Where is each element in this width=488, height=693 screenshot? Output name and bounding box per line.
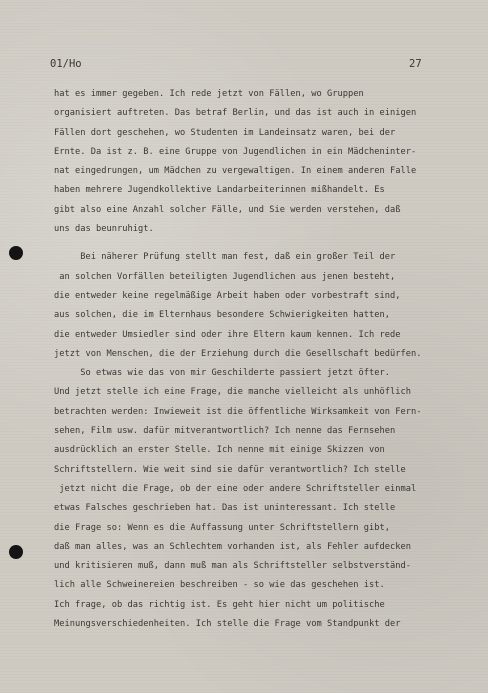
text-line: Ich frage, ob das richtig ist. Es geht hier nicht um politische [54,599,385,610]
text-line: Schriftstellern. Wie weit sind sie dafür verantwortlich? Ich stelle [54,464,406,475]
text-line: jetzt von Menschen, die der Erziehung durch die Gesellschaft bedürfen. [54,348,422,359]
text-line: organisiert auftreten. Das betraf Berlin, und das ist auch in einigen [54,108,417,119]
text-line: die entweder Umsiedler sind oder ihre Eltern kaum kennen. Ich rede [54,329,401,340]
text-line: ausdrücklich an erster Stelle. Ich nenne mit einige Skizzen von [54,445,385,456]
text-line: sehen, Film usw. dafür mitverantwortlich? Ich nenne das Fernsehen [54,426,396,437]
text-line: nat eingedrungen, um Mädchen zu vergewaltigen. In einem anderen Falle [54,166,417,177]
text-line: jetzt nicht die Frage, ob der eine oder andere Schriftsteller einmal [54,483,417,494]
paragraph-gap [54,239,479,248]
text-line: die entweder keine regelmäßige Arbeit haben oder vorbestraft sind, [54,290,401,301]
document-reference: 01/Ho [50,58,82,70]
text-line: die Frage so: Wenn es die Auffassung unter Schriftstellern gibt, [54,522,391,533]
text-line: gibt also eine Anzahl solcher Fälle, und Sie werden verstehen, daß [54,204,401,215]
text-line: hat es immer gegeben. Ich rede jetzt von Fällen, wo Gruppen [54,89,364,99]
punch-hole-lower [9,545,23,559]
text-line: aus solchen, die im Elternhaus besondere Schwierigkeiten hatten, [54,310,391,321]
text-line: und kritisieren muß, dann muß man als Schriftsteller selbstverständ- [54,561,412,572]
text-line: Bei näherer Prüfung stellt man fest, daß ein großer Teil der [54,252,396,263]
text-line: So etwas wie das von mir Geschilderte passiert jetzt öfter. [54,368,391,379]
paragraph-3 [54,364,479,634]
punch-hole-upper [9,246,23,260]
page-number: 27 [409,58,422,70]
text-line: Meinungsverschiedenheiten. Ich stelle die Frage vom Standpunkt der [54,619,401,630]
text-line: uns das beunruhigt. [54,224,154,235]
text-line: Ernte. Da ist z. B. eine Gruppe von Jugendlichen in ein Mädcheninter- [54,146,417,157]
text-line: betrachten werden: Inwieweit ist die öffentliche Wirksamkeit von Fern- [54,406,422,417]
paragraph-1 [54,85,479,239]
text-line: Und jetzt stelle ich eine Frage, die manche vielleicht als unhöflich [54,387,412,398]
text-line: an solchen Vorfällen beteiligten Jugendlichen aus jenen besteht, [54,271,396,282]
text-line: lich alle Schweinereien beschreiben - so wie das geschehen ist. [54,580,385,591]
text-line: daß man alles, was an Schlechtem vorhanden ist, als Fehler aufdecken [54,541,412,552]
text-line: haben mehrere Jugendkollektive Landarbeiterinnen mißhandelt. Es [54,185,385,196]
paragraph-2 [54,248,479,364]
page-header [0,57,488,71]
text-line: etwas Falsches geschrieben hat. Das ist uninteressant. Ich stelle [54,503,396,514]
document-body [54,85,479,634]
text-line: Fällen dort geschehen, wo Studenten im Landeinsatz waren, bei der [54,127,396,138]
